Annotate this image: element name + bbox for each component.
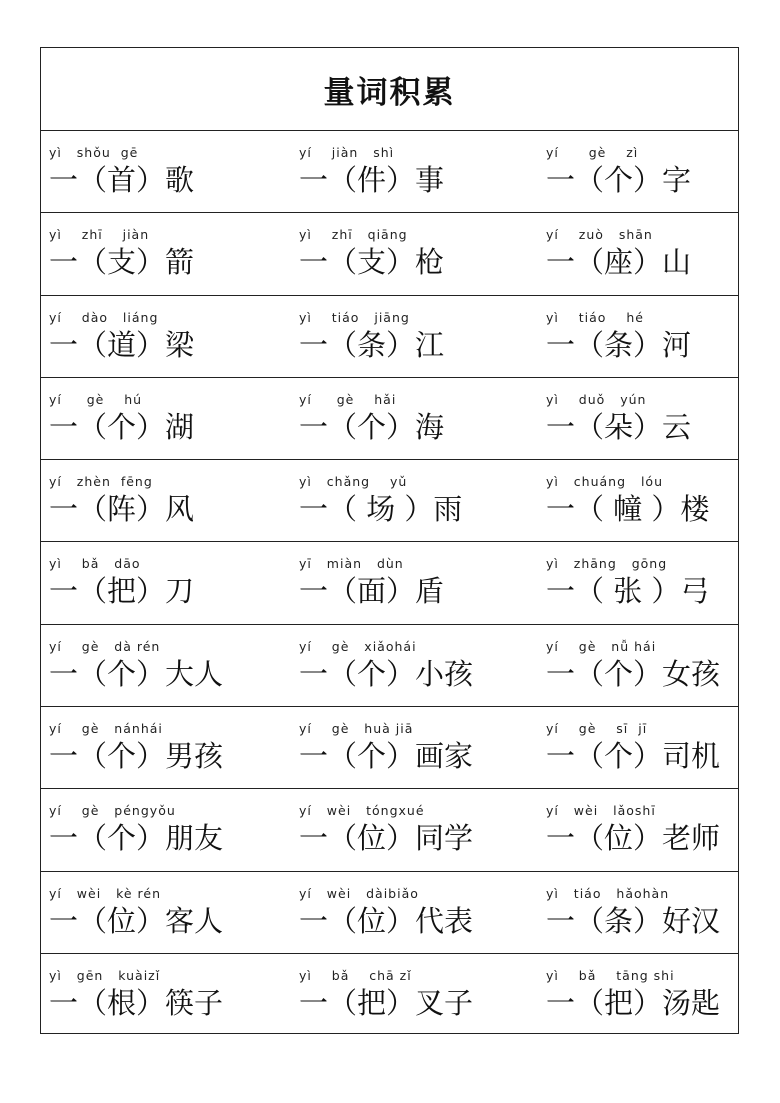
pinyin-text: yì zhī jiàn	[49, 227, 150, 243]
measure-word-phrase: 一（个）画家	[299, 739, 474, 774]
phrase-cell	[299, 872, 531, 953]
measure-word-phrase: 一（位）老师	[546, 821, 721, 856]
measure-word-phrase: 一（位）代表	[299, 903, 474, 938]
pinyin-text: yì tiáo hǎohàn	[546, 885, 670, 901]
phrase-cell	[299, 542, 531, 623]
pinyin-text: yí gè dà rén	[49, 638, 161, 654]
phrase-row	[41, 460, 738, 542]
measure-word-phrase: 一（个）海	[299, 409, 445, 444]
pinyin-text: yì zhī qiāng	[299, 227, 408, 243]
pinyin-text: yì bǎ chā zǐ	[299, 967, 412, 983]
phrase-row	[41, 213, 738, 295]
measure-word-phrase: 一（个）男孩	[49, 739, 224, 774]
pinyin-text: yì gēn kuàizǐ	[49, 967, 161, 983]
pinyin-text: yì zhāng gōng	[546, 556, 668, 572]
measure-word-phrase: 一（把）刀	[49, 574, 195, 609]
measure-word-phrase: 一（ 场 ）雨	[299, 492, 463, 527]
phrase-cell	[299, 131, 531, 212]
phrase-cell	[546, 625, 778, 706]
measure-word-phrase: 一（个）女孩	[546, 656, 721, 691]
measure-word-phrase: 一（把）汤匙	[546, 985, 721, 1020]
measure-word-phrase: 一（根）筷子	[49, 985, 224, 1020]
phrase-grid	[41, 131, 738, 1036]
phrase-cell	[49, 789, 281, 870]
measure-word-phrase: 一（条）江	[299, 327, 445, 362]
phrase-cell	[49, 213, 281, 294]
phrase-cell	[49, 625, 281, 706]
measure-word-phrase: 一（阵）风	[49, 492, 195, 527]
measure-word-phrase: 一（位）同学	[299, 821, 474, 856]
phrase-cell	[49, 954, 281, 1036]
phrase-cell	[49, 131, 281, 212]
pinyin-text: yí gè xiǎohái	[299, 638, 417, 654]
pinyin-text: yì chuáng lóu	[546, 474, 663, 490]
phrase-cell	[299, 625, 531, 706]
pinyin-text: yì bǎ tāng shi	[546, 967, 675, 983]
pinyin-text: yí gè nánhái	[49, 721, 163, 737]
pinyin-text: yí jiàn shì	[299, 145, 395, 160]
pinyin-text: yí gè hú	[49, 391, 143, 407]
phrase-row	[41, 625, 738, 707]
measure-word-phrase: 一（ 幢 ）楼	[546, 492, 710, 527]
phrase-cell	[546, 131, 778, 212]
title-row	[41, 48, 738, 131]
measure-word-phrase: 一（朵）云	[546, 409, 692, 444]
phrase-row	[41, 542, 738, 624]
pinyin-text: yí gè huà jiā	[299, 721, 414, 737]
measure-word-phrase: 一（道）梁	[49, 327, 195, 362]
measure-word-phrase: 一（个）湖	[49, 409, 195, 444]
measure-word-phrase: 一（位）客人	[49, 903, 224, 938]
phrase-cell	[299, 378, 531, 459]
phrase-cell	[546, 296, 778, 377]
phrase-cell	[299, 213, 531, 294]
pinyin-text: yì duǒ yún	[546, 391, 647, 407]
worksheet	[40, 47, 739, 1034]
pinyin-text: yí gè péngyǒu	[49, 803, 176, 819]
pinyin-text: yì tiáo jiāng	[299, 309, 410, 325]
pinyin-text: yí wèi dàibiǎo	[299, 885, 419, 901]
measure-word-phrase: 一（个）小孩	[299, 656, 474, 691]
phrase-cell	[49, 707, 281, 788]
pinyin-text: yí gè zì	[546, 145, 639, 160]
phrase-cell	[49, 872, 281, 953]
phrase-row	[41, 954, 738, 1036]
pinyin-text: yí dào liáng	[49, 309, 159, 325]
measure-word-phrase: 一（个）司机	[546, 739, 721, 774]
phrase-cell	[299, 789, 531, 870]
phrase-cell	[546, 872, 778, 953]
phrase-cell	[546, 954, 778, 1036]
measure-word-phrase: 一（个）朋友	[49, 821, 224, 856]
measure-word-phrase: 一（条）好汉	[546, 903, 721, 938]
phrase-cell	[546, 707, 778, 788]
measure-word-phrase: 一（条）河	[546, 327, 692, 362]
phrase-cell	[546, 213, 778, 294]
measure-word-phrase: 一（件）事	[299, 163, 445, 197]
phrase-cell	[546, 542, 778, 623]
pinyin-text: yī miàn dùn	[299, 556, 404, 572]
phrase-cell	[546, 378, 778, 459]
measure-word-phrase: 一（座）山	[546, 245, 692, 280]
measure-word-phrase: 一（支）箭	[49, 245, 195, 280]
measure-word-phrase: 一（首）歌	[49, 163, 195, 197]
phrase-cell	[299, 296, 531, 377]
pinyin-text: yì shǒu gē	[49, 145, 139, 160]
pinyin-text: yí wèi kè rén	[49, 885, 162, 901]
phrase-row	[41, 296, 738, 378]
phrase-cell	[49, 542, 281, 623]
measure-word-phrase: 一（把）叉子	[299, 985, 474, 1020]
phrase-row	[41, 378, 738, 460]
pinyin-text: yí zuò shān	[546, 227, 653, 243]
pinyin-text: yí gè sī jī	[546, 721, 648, 737]
phrase-row	[41, 872, 738, 954]
pinyin-text: yí gè hǎi	[299, 391, 397, 407]
pinyin-text: yí wèi tóngxué	[299, 803, 425, 819]
phrase-cell	[49, 378, 281, 459]
phrase-row	[41, 707, 738, 789]
phrase-cell	[49, 296, 281, 377]
phrase-cell	[546, 789, 778, 870]
phrase-cell	[299, 707, 531, 788]
pinyin-text: yì tiáo hé	[546, 309, 644, 325]
measure-word-phrase: 一（个）字	[546, 163, 692, 197]
pinyin-text: yí wèi lǎoshī	[546, 803, 656, 819]
measure-word-phrase: 一（支）枪	[299, 245, 445, 280]
phrase-cell	[299, 460, 531, 541]
phrase-row	[41, 131, 738, 213]
page-title: 量词积累	[323, 74, 456, 111]
pinyin-text: yì bǎ dāo	[49, 556, 141, 572]
phrase-cell	[299, 954, 531, 1036]
phrase-cell	[49, 460, 281, 541]
measure-word-phrase: 一（ 张 ）弓	[546, 574, 710, 609]
pinyin-text: yí zhèn fēng	[49, 474, 153, 490]
pinyin-text: yì chǎng yǔ	[299, 474, 408, 490]
phrase-cell	[546, 460, 778, 541]
measure-word-phrase: 一（面）盾	[299, 574, 445, 609]
phrase-row	[41, 789, 738, 871]
pinyin-text: yí gè nǚ hái	[546, 638, 657, 654]
measure-word-phrase: 一（个）大人	[49, 656, 224, 691]
